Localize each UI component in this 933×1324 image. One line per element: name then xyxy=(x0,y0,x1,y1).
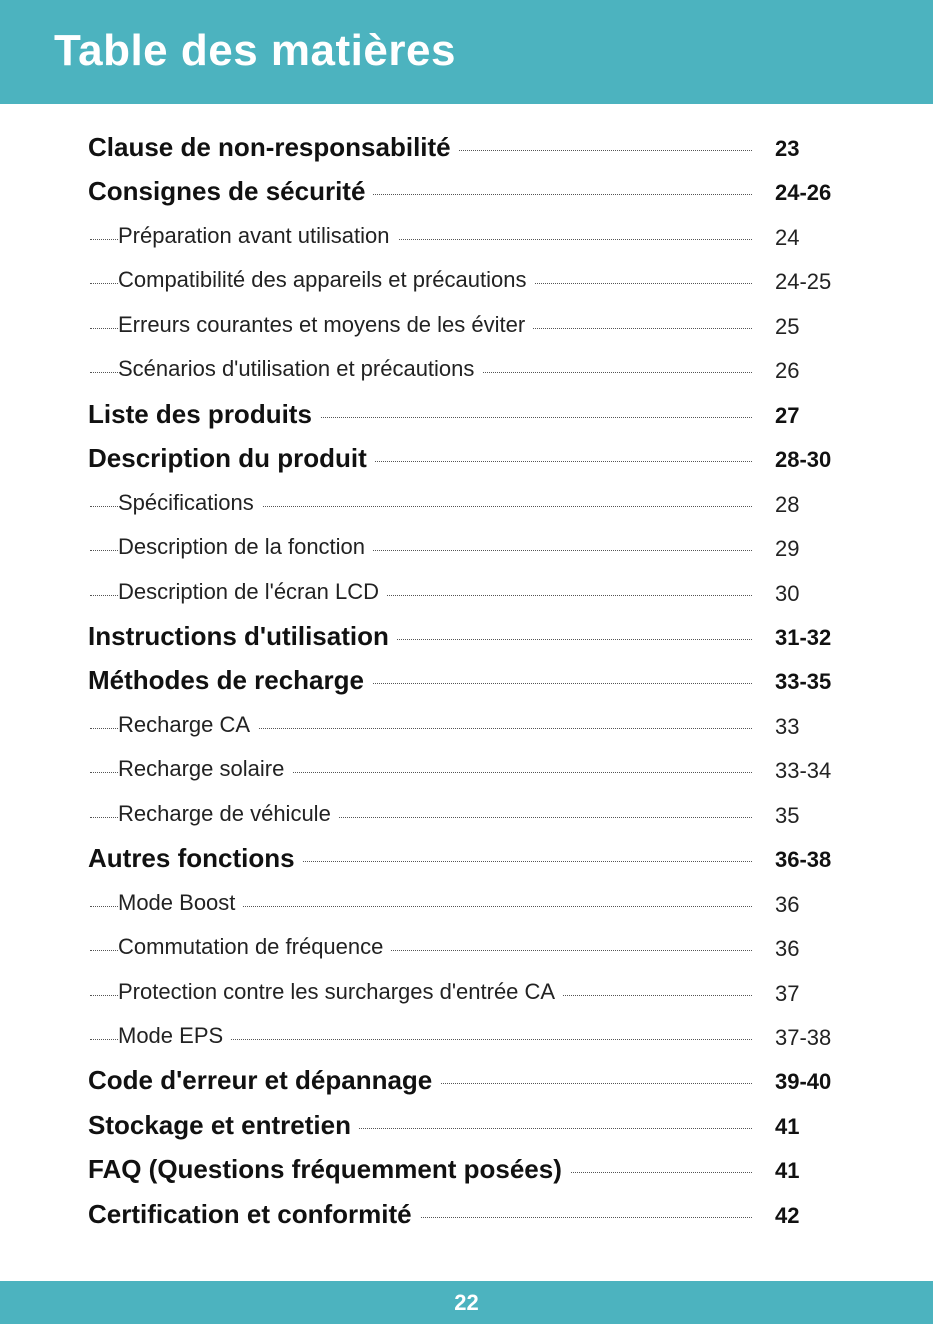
toc-subsection-title: Commutation de fréquence xyxy=(118,925,391,969)
toc-subsection-title: Compatibilité des appareils et précautions xyxy=(118,258,534,302)
toc-entry[interactable] xyxy=(0,1058,933,1102)
toc-page-number: 27 xyxy=(775,403,800,428)
toc-page-number: 36 xyxy=(775,892,800,917)
toc-page-number: 33 xyxy=(775,714,800,739)
toc-entry[interactable] xyxy=(0,1192,933,1236)
footer-banner xyxy=(0,1281,933,1324)
toc-subsection-title: Scénarios d'utilisation et précautions xyxy=(118,347,482,391)
toc-subsection-title: Recharge solaire xyxy=(118,747,292,791)
toc-subsection-title: Protection contre les surcharges d'entrée CA xyxy=(118,970,563,1014)
toc-entry[interactable] xyxy=(0,214,933,258)
toc-entry[interactable] xyxy=(0,347,933,391)
toc-subsection-title: Description de la fonction xyxy=(118,525,373,569)
toc-entry[interactable] xyxy=(0,303,933,347)
toc-entry[interactable] xyxy=(0,970,933,1014)
toc-entry[interactable] xyxy=(0,436,933,480)
toc-page-number: 30 xyxy=(775,581,800,606)
toc-section-title: Méthodes de recharge xyxy=(88,658,372,702)
toc-section-title: FAQ (Questions fréquemment posées) xyxy=(88,1147,570,1191)
page-number: 22 xyxy=(454,1290,479,1315)
toc-entry[interactable] xyxy=(0,525,933,569)
toc-page-number: 25 xyxy=(775,314,800,339)
toc-section-title: Liste des produits xyxy=(88,392,320,436)
toc-page-number: 24-26 xyxy=(775,180,832,205)
toc-entry[interactable] xyxy=(0,169,933,213)
toc-section-title: Stockage et entretien xyxy=(88,1103,359,1147)
toc-entry[interactable] xyxy=(0,392,933,436)
toc-subsection-title: Erreurs courantes et moyens de les éviter xyxy=(118,303,533,347)
toc-page-number: 41 xyxy=(775,1158,800,1183)
toc-page-number: 28-30 xyxy=(775,447,832,472)
toc-entry[interactable] xyxy=(0,570,933,614)
toc-entry[interactable] xyxy=(0,1103,933,1147)
toc-section-title: Instructions d'utilisation xyxy=(88,614,397,658)
toc-page-number: 36-38 xyxy=(775,847,832,872)
toc-section-title: Consignes de sécurité xyxy=(88,169,373,213)
toc-section-title: Autres fonctions xyxy=(88,836,303,880)
toc-entry[interactable] xyxy=(0,614,933,658)
page-title: Table des matières xyxy=(54,26,456,75)
toc-subsection-title: Mode Boost xyxy=(118,881,243,925)
toc-entry[interactable] xyxy=(0,747,933,791)
toc-entry[interactable] xyxy=(0,125,933,169)
toc-page-number: 24-25 xyxy=(775,269,832,294)
toc-entry[interactable] xyxy=(0,703,933,747)
toc-subsection-title: Recharge CA xyxy=(118,703,258,747)
toc-subsection-title: Description de l'écran LCD xyxy=(118,570,387,614)
toc-page-number: 39-40 xyxy=(775,1069,832,1094)
toc-entry[interactable] xyxy=(0,881,933,925)
toc-subsection-title: Spécifications xyxy=(118,481,262,525)
toc-page-number: 37 xyxy=(775,981,800,1006)
toc-subsection-title: Mode EPS xyxy=(118,1014,231,1058)
toc-page-number: 42 xyxy=(775,1203,800,1228)
toc-entry[interactable] xyxy=(0,1014,933,1058)
toc-entry[interactable] xyxy=(0,658,933,702)
toc-page-number: 37-38 xyxy=(775,1025,832,1050)
toc-section-title: Description du produit xyxy=(88,436,375,480)
toc-subsection-title: Recharge de véhicule xyxy=(118,792,339,836)
toc-section-title: Certification et conformité xyxy=(88,1192,420,1236)
toc-page-number: 24 xyxy=(775,225,800,250)
toc-page-number: 23 xyxy=(775,136,800,161)
toc-page-number: 36 xyxy=(775,936,800,961)
toc-subsection-title: Préparation avant utilisation xyxy=(118,214,398,258)
toc-page-number: 33-34 xyxy=(775,758,832,783)
toc-page-number: 35 xyxy=(775,803,800,828)
toc-entry[interactable] xyxy=(0,481,933,525)
toc-entry[interactable] xyxy=(0,1147,933,1191)
toc-page-number: 31-32 xyxy=(775,625,832,650)
toc-page-number: 41 xyxy=(775,1114,800,1139)
toc-section-title: Clause de non-responsabilité xyxy=(88,125,459,169)
toc-page-number: 26 xyxy=(775,358,800,383)
toc-page-number: 28 xyxy=(775,492,800,517)
toc-entry[interactable] xyxy=(0,792,933,836)
toc-entry[interactable] xyxy=(0,258,933,302)
toc-page-number: 33-35 xyxy=(775,669,832,694)
toc-page-number: 29 xyxy=(775,536,800,561)
toc-section-title: Code d'erreur et dépannage xyxy=(88,1058,440,1102)
toc-entry[interactable] xyxy=(0,925,933,969)
toc-entry[interactable] xyxy=(0,836,933,880)
